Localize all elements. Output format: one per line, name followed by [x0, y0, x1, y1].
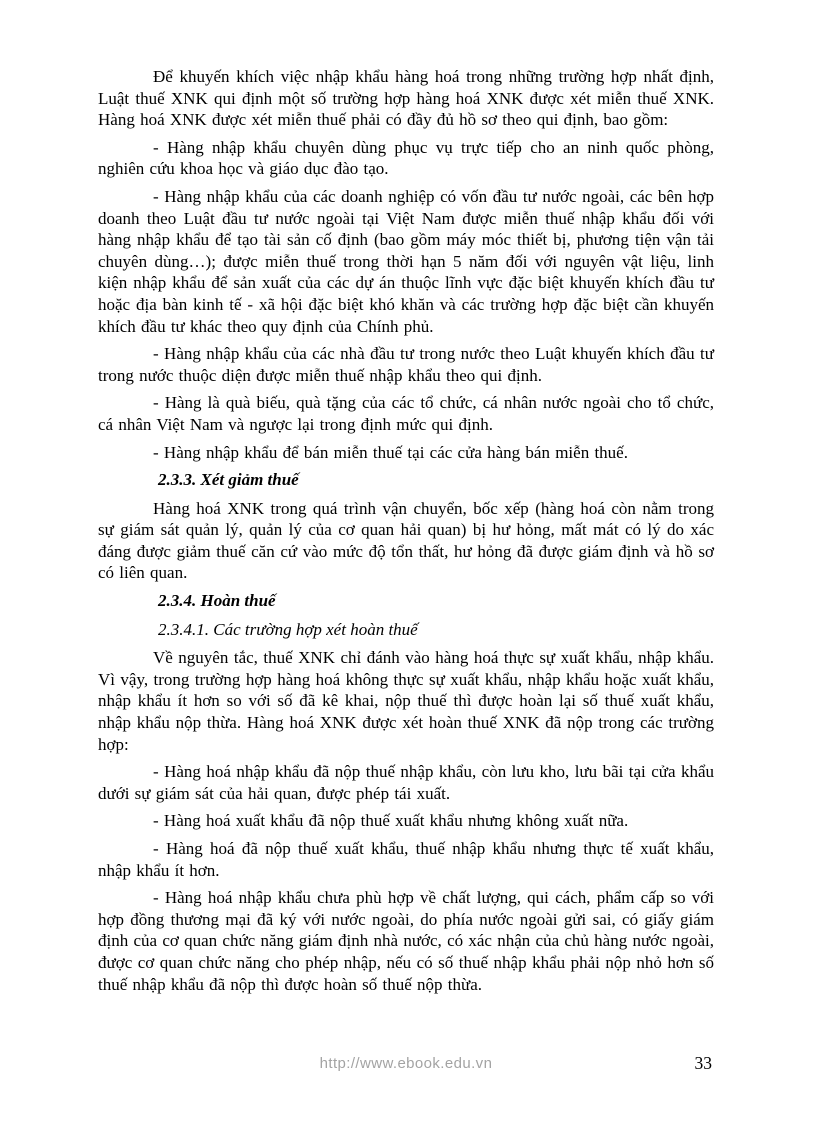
bullet-foreign-investment: - Hàng nhập khẩu của các doanh nghiệp có vốn đầu tư nước ngoài, các bên hợp doanh theo Luật đầu tư nước ngoài tại Việt Nam được miễn thuế nhập khẩu đối với hàng nhập khẩu để tạo tài sản cố định (bao gồm máy móc thiết bị, phương tiện vận tải chuyên dùng…); được miễn thuế trong thời hạn 5 năm đối với nguyên vật liệu, linh kiện nhập khẩu để sản xuất của các dự án thuộc lĩnh vực đặc biệt khuyến khích đầu tư hoặc địa bàn kinh tế - xã hội đặc biệt khó khăn và các trường hợp đặc biệt cần khuyến khích đầu tư khác theo quy định của Chính phủ. — [98, 186, 714, 336]
bullet-less-than-declared: - Hàng hoá đã nộp thuế xuất khẩu, thuế nhập khẩu nhưng thực tế xuất khẩu, nhập khẩu ít hơn. — [98, 839, 714, 880]
bullet-re-export: - Hàng hoá nhập khẩu đã nộp thuế nhập khẩu, còn lưu kho, lưu bãi tại cửa khẩu dưới sự giám sát của hải quan, được phép tái xuất. — [98, 762, 714, 803]
bullet-wrong-quality-refund: - Hàng hoá nhập khẩu chưa phù hợp về chất lượng, qui cách, phẩm cấp so với hợp đồng thương mại đã ký với nước ngoài, do phía nước ngoài gửi sai, có giấy giám định của cơ quan chức năng giám định nhà nước, có xác nhận của chủ hàng nước ngoài, được cơ quan chức năng cho phép nhập, nếu có số thuế nhập khẩu phải nộp nhỏ hơn số thuế nhập khẩu đã nộp thì được hoàn số thuế nộp thừa. — [98, 888, 714, 994]
bullet-defense-education: - Hàng nhập khẩu chuyên dùng phục vụ trực tiếp cho an ninh quốc phòng, nghiên cứu khoa học và giáo dục đào tạo. — [98, 137, 714, 179]
paragraph-hoan-thue-intro: Về nguyên tắc, thuế XNK chỉ đánh vào hàng hoá thực sự xuất khẩu, nhập khẩu. Vì vậy, trong trường hợp hàng hoá không thực sự xuất khẩu, nhập khẩu hoặc xuất khẩu, nhập khẩu ít hơn so với số đã kê khai, nộp thuế thì được hoàn lại số thuế xuất khẩu, nhập khẩu nộp thừa. Hàng hoá XNK được xét hoàn thuế XNK đã nộp trong các trường hợp: — [98, 648, 714, 754]
document-content — [98, 66, 714, 1001]
page-number: 33 — [694, 1053, 712, 1073]
footer-url-link[interactable]: http://www.ebook.edu.vn — [319, 1055, 493, 1072]
heading-xet-giam-thue: 2.3.3. Xét giảm thuế — [158, 470, 299, 490]
page-footer — [98, 1053, 714, 1077]
bullet-domestic-investors: - Hàng nhập khẩu của các nhà đầu tư trong nước theo Luật khuyến khích đầu tư trong nước thuộc diện được miễn thuế nhập khẩu theo qui định. — [98, 344, 714, 385]
bullet-duty-free-shops: - Hàng nhập khẩu để bán miễn thuế tại các cửa hàng bán miễn thuế. — [153, 442, 628, 462]
paragraph-giam-thue: Hàng hoá XNK trong quá trình vận chuyển, bốc xếp (hàng hoá còn nằm trong sự giám sát quản lý, quản lý của cơ quan hải quan) bị hư hỏng, mất mát có lý do xác đáng được giảm thuế căn cứ vào mức độ tổn thất, hư hỏng đã được giám định và hồ sơ có liên quan. — [98, 498, 714, 583]
heading-hoan-thue: 2.3.4. Hoàn thuế — [158, 591, 276, 611]
paragraph-exemption-intro: Để khuyến khích việc nhập khẩu hàng hoá trong những trường hợp nhất định, Luật thuế XNK qui định một số trường hợp hàng hoá XNK được xét miễn thuế XNK. Hàng hoá XNK được xét miễn thuế phải có đầy đủ hồ sơ theo qui định, bao gồm: — [98, 67, 714, 130]
subheading-truong-hop-xet-hoan-thue: 2.3.4.1. Các trường hợp xét hoàn thuế — [158, 619, 418, 639]
bullet-gifts: - Hàng là quà biếu, quà tặng của các tổ chức, cá nhân nước ngoài cho tổ chức, cá nhân Việt Nam và ngược lại trong định mức qui định. — [98, 393, 714, 434]
bullet-not-exported: - Hàng hoá xuất khẩu đã nộp thuế xuất khẩu nhưng không xuất nữa. — [153, 811, 629, 831]
